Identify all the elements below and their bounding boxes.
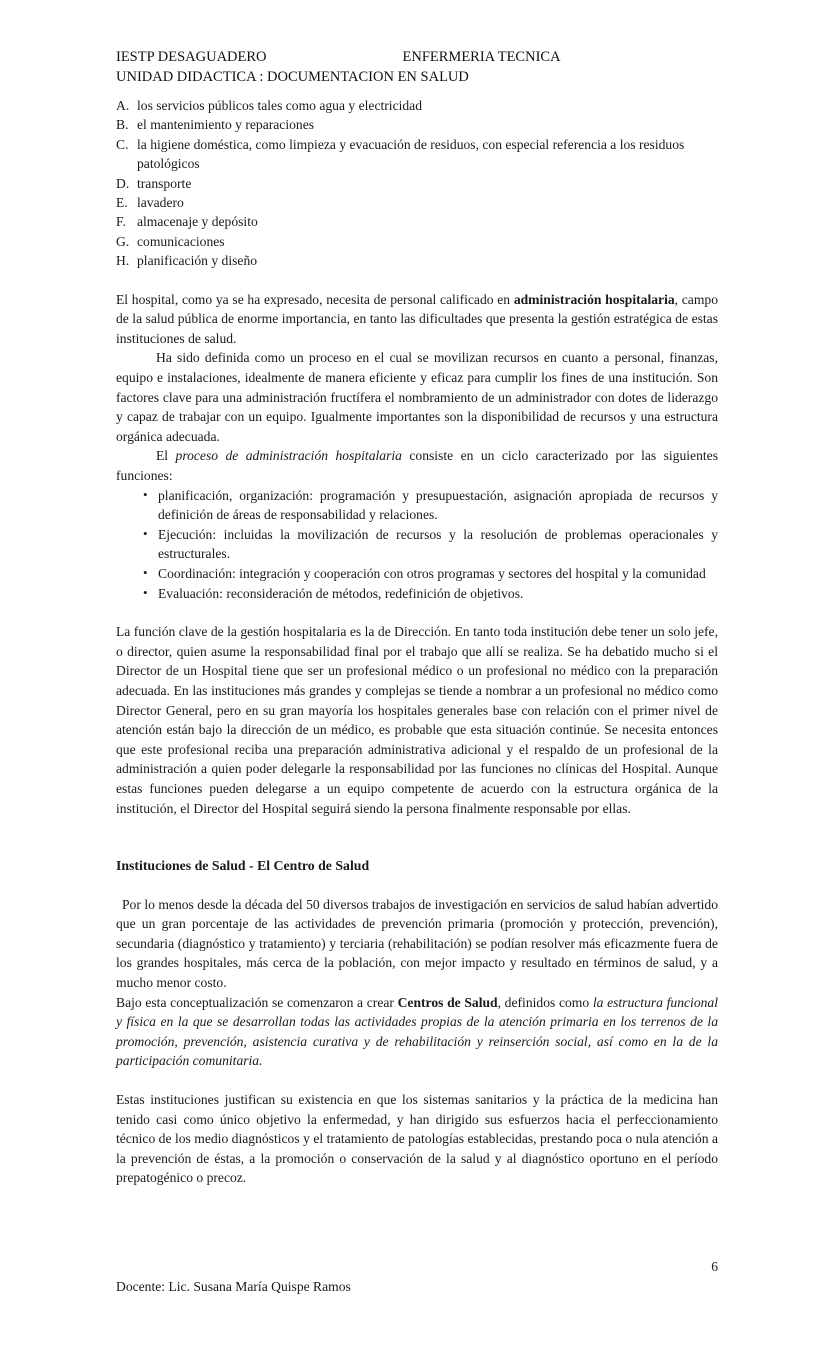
text-run: , campo de la salud pública de enorme importancia, en tanto las dificultades que presenta la gestión estratégica de estas instituciones de salud. (116, 291, 718, 346)
text-run: Bajo esta conceptualización se comenzaron a crear (116, 994, 398, 1010)
spacer (116, 603, 718, 622)
institution-name: IESTP DESAGUADERO (116, 49, 267, 65)
list-item (116, 251, 718, 270)
header-row-top (116, 48, 718, 68)
bullet-icon: • (143, 486, 148, 502)
list-marker: B. (116, 117, 129, 133)
list-item (116, 584, 718, 604)
list-item-text: lavadero (137, 195, 184, 211)
list-item-text: Evaluación: reconsideración de métodos, redefinición de objetivos. (158, 585, 524, 601)
list-marker: G. (116, 233, 130, 249)
list-item (116, 135, 718, 174)
spacer (116, 1071, 718, 1090)
page-number: 6 (711, 1259, 718, 1274)
paragraph-hospital-intro (116, 290, 718, 349)
list-item-text: los servicios públicos tales como agua y electricidad (137, 98, 423, 113)
unit-title: UNIDAD DIDACTICA : DOCUMENTACION EN SALUD (116, 68, 469, 85)
list-marker: C. (116, 136, 129, 152)
bold-run-administracion: administración hospitalaria (513, 291, 675, 307)
page-title: Instituciones de Salud - El Centro de Salud (116, 858, 370, 874)
list-item (116, 486, 718, 525)
list-item (116, 232, 718, 251)
paragraph-justifican: Estas instituciones justifican su existencia en que los sistemas sanitarios y la práctica de la medicina han tenido casi como único objetivo la enfermedad, y han dirigido sus esfuerzos hacia el perfeccionamiento técnico de los medio diagnósticos y el tratamiento de patologías establecidas, prestando poca o nula atención a la prevención de éstas, a la promoción o conservación de la salud y al diagnóstico oportuno en el período prepatogénico o precoz. (116, 1092, 718, 1186)
paragraph-decada-50: Por lo menos desde la década del 50 diversos trabajos de investigación en servicios de salud habían advertido que un gran porcentaje de las actividades de prevención primaria (promoción y protección, prevención), secundaria (diagnóstico y tratamiento) y terciaria (rehabilitación) se podían resolver más eficazmente fuera de los grandes hospitales, más cerca de la población, con mejor impacto y resultado en términos de salud, y a mucho menor costo. (116, 896, 718, 991)
list-item (116, 525, 718, 564)
bullet-icon: • (143, 525, 148, 541)
italic-run-proceso: proceso de administración hospitalaria (175, 448, 402, 464)
paragraph-centros-de-salud (116, 993, 718, 1071)
program-name: ENFERMERIA TECNICA (402, 49, 561, 65)
bullet-icon: • (143, 564, 148, 580)
list-item-text: almacenaje y depósito (137, 214, 258, 230)
list-marker: H. (116, 253, 130, 269)
lettered-list (116, 96, 718, 271)
list-marker: F. (116, 214, 126, 230)
paragraph-direccion: La función clave de la gestión hospitalaria es la de Dirección. En tanto toda institución debe tener un solo jefe, o director, quien asume la responsabilidad final por el trabajo que allí se realiza. Se ha debatido mucho si el Director de un Hospital tiene que ser un profesional médico o un profesional no médico con la preparación adecuada. En las instituciones más grandes y complejas se tiende a nombrar a un profesional no médico como Director General, pero en su gran mayoría los hospitales generales base con relación con el primer nivel de atención están bajo la dirección de un médico, es probable que esta situación continúe. Se necesita entonces que este profesional reciba una preparación administrativa adicional y el respaldo de un profesional de la administración a quien poder delegarle la responsabilidad por las funciones no clínicas del Hospital. Aunque estas funciones pueden delegarse a un equipo competente de acuerdo con la estructura orgánica de la institución, el Director del Hospital seguirá siendo la persona finalmente responsable por ellas. (116, 624, 718, 816)
list-marker: D. (116, 175, 130, 191)
list-item-text: Coordinación: integración y cooperación con otros programas y sectores del hospital y la comunidad (158, 565, 706, 581)
footer-docente: Docente: Lic. Susana María Quispe Ramos (116, 1279, 351, 1294)
spacer (116, 271, 718, 290)
text-run: consiste en un ciclo caracterizado por las siguientes funciones: (116, 448, 718, 483)
text-run: El hospital, como ya se ha expresado, necesita de personal calificado en (116, 291, 514, 307)
paragraph-ha-sido-definida: Ha sido definida como un proceso en el cual se movilizan recursos en cuanto a personal, finanzas, equipo e instalaciones, idealmente de manera eficiente y eficaz para cumplir los fines de una institución. Son factores clave para una administración fructífera el nombramiento de un administrador con dotes de liderazgo y capaz de trabajar con un equipo. Igualmente importantes son la disponibilidad de recursos y una estructura orgánica adecuada. (116, 350, 718, 444)
document-header (116, 48, 718, 87)
functions-bullet-list (116, 486, 718, 604)
italic-run-definicion: la estructura funcional y física en la que se desarrollan todas las actividades propias de la atención primaria en los terrenos de la promoción, prevención, asistencia curativa y de rehabilitación y reinserción social, así como en la de la participación comunitaria. (116, 994, 718, 1069)
document-body (116, 48, 718, 1188)
spacer (116, 818, 718, 856)
list-marker: A. (116, 98, 130, 113)
bullet-icon: • (143, 584, 148, 600)
bold-run-centros: Centros de Salud (397, 994, 498, 1010)
list-item-text: planificación, organización: programación y presupuestación, asignación apropiada de recursos y definición de áreas de responsabilidad y relaciones. (158, 487, 718, 523)
list-item-text: el mantenimiento y reparaciones (137, 117, 315, 133)
list-item-text: planificación y diseño (137, 253, 258, 269)
list-item (116, 193, 718, 212)
text-run: , definidos como (497, 994, 593, 1010)
list-item (116, 174, 718, 193)
list-item-text: comunicaciones (137, 233, 225, 249)
list-item (116, 564, 718, 584)
paragraph-proceso (116, 446, 718, 485)
spacer (116, 876, 718, 895)
list-item-text: transporte (137, 175, 192, 191)
list-marker: E. (116, 195, 128, 211)
list-item (116, 96, 718, 115)
list-item (116, 212, 718, 231)
list-item-text: la higiene doméstica, como limpieza y evacuación de residuos, con especial referencia a los residuos patológicos (137, 136, 685, 172)
text-run: El (156, 448, 176, 464)
list-item-text: Ejecución: incluidas la movilización de recursos y la resolución de problemas operacionales y estructurales. (158, 526, 718, 562)
list-item (116, 115, 718, 134)
